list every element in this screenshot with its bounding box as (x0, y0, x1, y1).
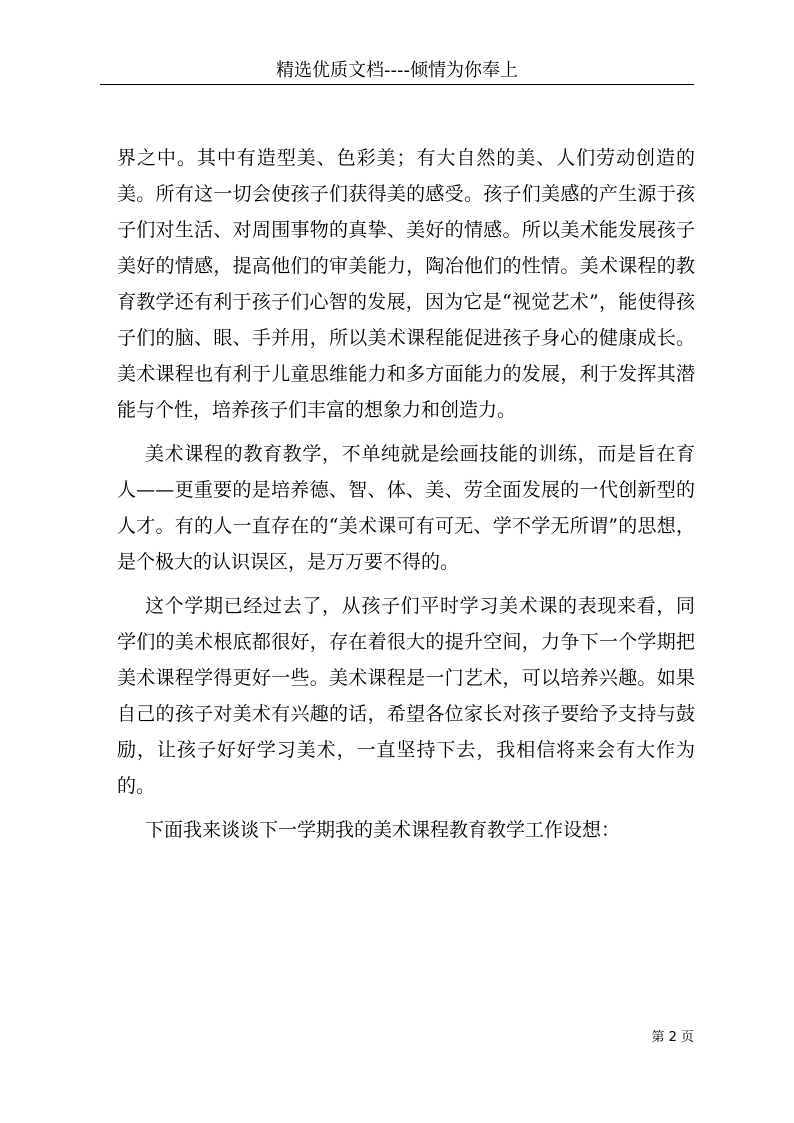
header-divider (100, 84, 694, 85)
body-paragraph: 美术课程的教育教学，不单纯就是绘画技能的训练，而是旨在育人——更重要的是培养德、智、体、美、劳全面发展的一代创新型的人才。有的人一直存在的“美术课可有可无、学不学无所谓”的思想，是个极大的认识误区，是万万要不得的。 (117, 443, 695, 573)
body-paragraph-continued: 界之中。其中有造型美、色彩美；有大自然的美、人们劳动创造的美。所有这一切会使孩子们获得美的感受。孩子们美感的产生源于孩子们对生活、对周围事物的真挚、美好的情感。所以美术能发展孩子美好的情感，提高他们的审美能力，陶冶他们的性情。美术课程的教育教学还有利于孩子们心智的发展，因为它是“视觉艺术”，能使得孩子们的脑、眼、手并用，所以美术课程能促进孩子身心的健康成长。美术课程也有利于儿童思维能力和多方面能力的发展，利于发挥其潜能与个性，培养孩子们丰富的想象力和创造力。 (117, 147, 695, 421)
page-number: 第 2 页 (651, 1030, 694, 1045)
page-header-title: 精选优质文档----倾情为你奉上 (276, 60, 518, 81)
body-paragraph: 下面我来谈谈下一学期我的美术课程教育教学工作设想： (145, 819, 621, 841)
body-paragraph: 这个学期已经过去了，从孩子们平时学习美术课的表现来看，同学们的美术根底都很好，存在着很大的提升空间，力争下一个学期把美术课程学得更好一些。美术课程是一门艺术，可以培养兴趣。如果自己的孩子对美术有兴趣的话，希望各位家长对孩子要给予支持与鼓励，让孩子好好学习美术，一直坚持下去，我相信将来会有大作为的。 (117, 595, 695, 797)
document-body (117, 140, 695, 848)
